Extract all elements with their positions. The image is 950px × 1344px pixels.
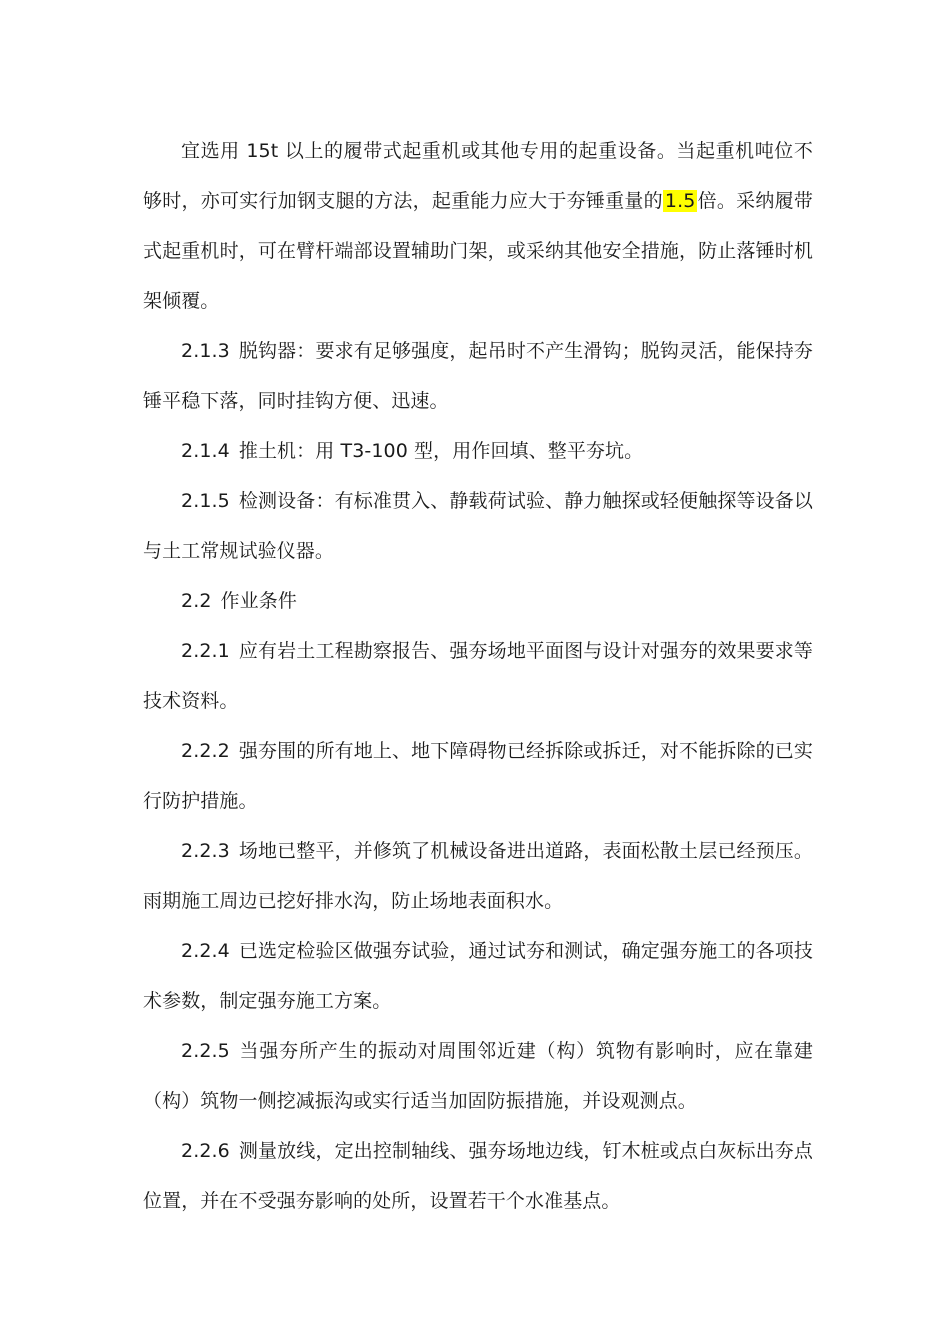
paragraph-text: 检测设备：有标准贯入、静载荷试验、静力触探或轻便触探等设备以与土工常规试验仪器。 bbox=[143, 490, 813, 562]
section-number: 2.2.2 bbox=[181, 740, 230, 762]
paragraph-2-2-6 bbox=[143, 1126, 813, 1226]
paragraph-text: 强夯围的所有地上、地下障碍物已经拆除或拆迁，对不能拆除的已实行防护措施。 bbox=[143, 740, 813, 812]
paragraph-2-2-4 bbox=[143, 926, 813, 1026]
paragraph-text: 场地已整平，并修筑了机械设备进出道路，表面松散土层已经预压。雨期施工周边已挖好排水沟，防止场地表面积水。 bbox=[143, 840, 813, 912]
paragraph-text: 当强夯所产生的振动对周围邻近建（构）筑物有影响时，应在靠建（构）筑物一侧挖减振沟或实行适当加固防振措施，并设观测点。 bbox=[143, 1040, 813, 1112]
paragraph-text: 倍。采纳履带式起重机时，可在臂杆端部设置辅助门架，或采纳其他安全措施，防止落锤时机架倾覆。 bbox=[143, 190, 813, 312]
highlighted-value: 1.5 bbox=[664, 190, 696, 212]
paragraph-text: 推土机：用 T3-100 型，用作回填、整平夯坑。 bbox=[238, 440, 644, 462]
paragraph-text: 宜选用 15t 以上的履带式起重机或其他专用的起重设备。当起重机吨位不够时，亦可实行加钢支腿的方法，起重能力应大于夯锤重量的 bbox=[143, 140, 813, 212]
section-number: 2.1.5 bbox=[181, 490, 230, 512]
paragraph-text: 测量放线，定出控制轴线、强夯场地边线，钉木桩或点白灰标出夯点位置，并在不受强夯影响的处所，设置若干个水准基点。 bbox=[143, 1140, 813, 1212]
section-number: 2.1.3 bbox=[181, 340, 230, 362]
paragraph-2-2-5 bbox=[143, 1026, 813, 1126]
paragraph-2-2-3 bbox=[143, 826, 813, 926]
section-number: 2.2.6 bbox=[181, 1140, 230, 1162]
paragraph-2-1-4 bbox=[143, 426, 813, 476]
document-body bbox=[143, 126, 813, 1226]
paragraph-text: 脱钩器：要求有足够强度，起吊时不产生滑钩；脱钩灵活，能保持夯锤平稳下落，同时挂钩方便、迅速。 bbox=[143, 340, 813, 412]
paragraph-2-1-5 bbox=[143, 476, 813, 576]
paragraph-2-2-1 bbox=[143, 626, 813, 726]
section-number: 2.2.3 bbox=[181, 840, 230, 862]
paragraph-text: 已选定检验区做强夯试验，通过试夯和测试，确定强夯施工的各项技术参数，制定强夯施工方案。 bbox=[143, 940, 813, 1012]
paragraph-2-2-2 bbox=[143, 726, 813, 826]
section-number: 2.2.5 bbox=[181, 1040, 230, 1062]
section-number: 2.2.1 bbox=[181, 640, 230, 662]
section-heading-2-2 bbox=[143, 576, 813, 626]
section-number: 2.2.4 bbox=[181, 940, 230, 962]
paragraph-text: 应有岩土工程勘察报告、强夯场地平面图与设计对强夯的效果要求等技术资料。 bbox=[143, 640, 813, 712]
section-number: 2.1.4 bbox=[181, 440, 230, 462]
paragraph-crane bbox=[143, 126, 813, 326]
paragraph-2-1-3 bbox=[143, 326, 813, 426]
section-title: 作业条件 bbox=[220, 590, 297, 612]
section-number: 2.2 bbox=[181, 590, 212, 612]
